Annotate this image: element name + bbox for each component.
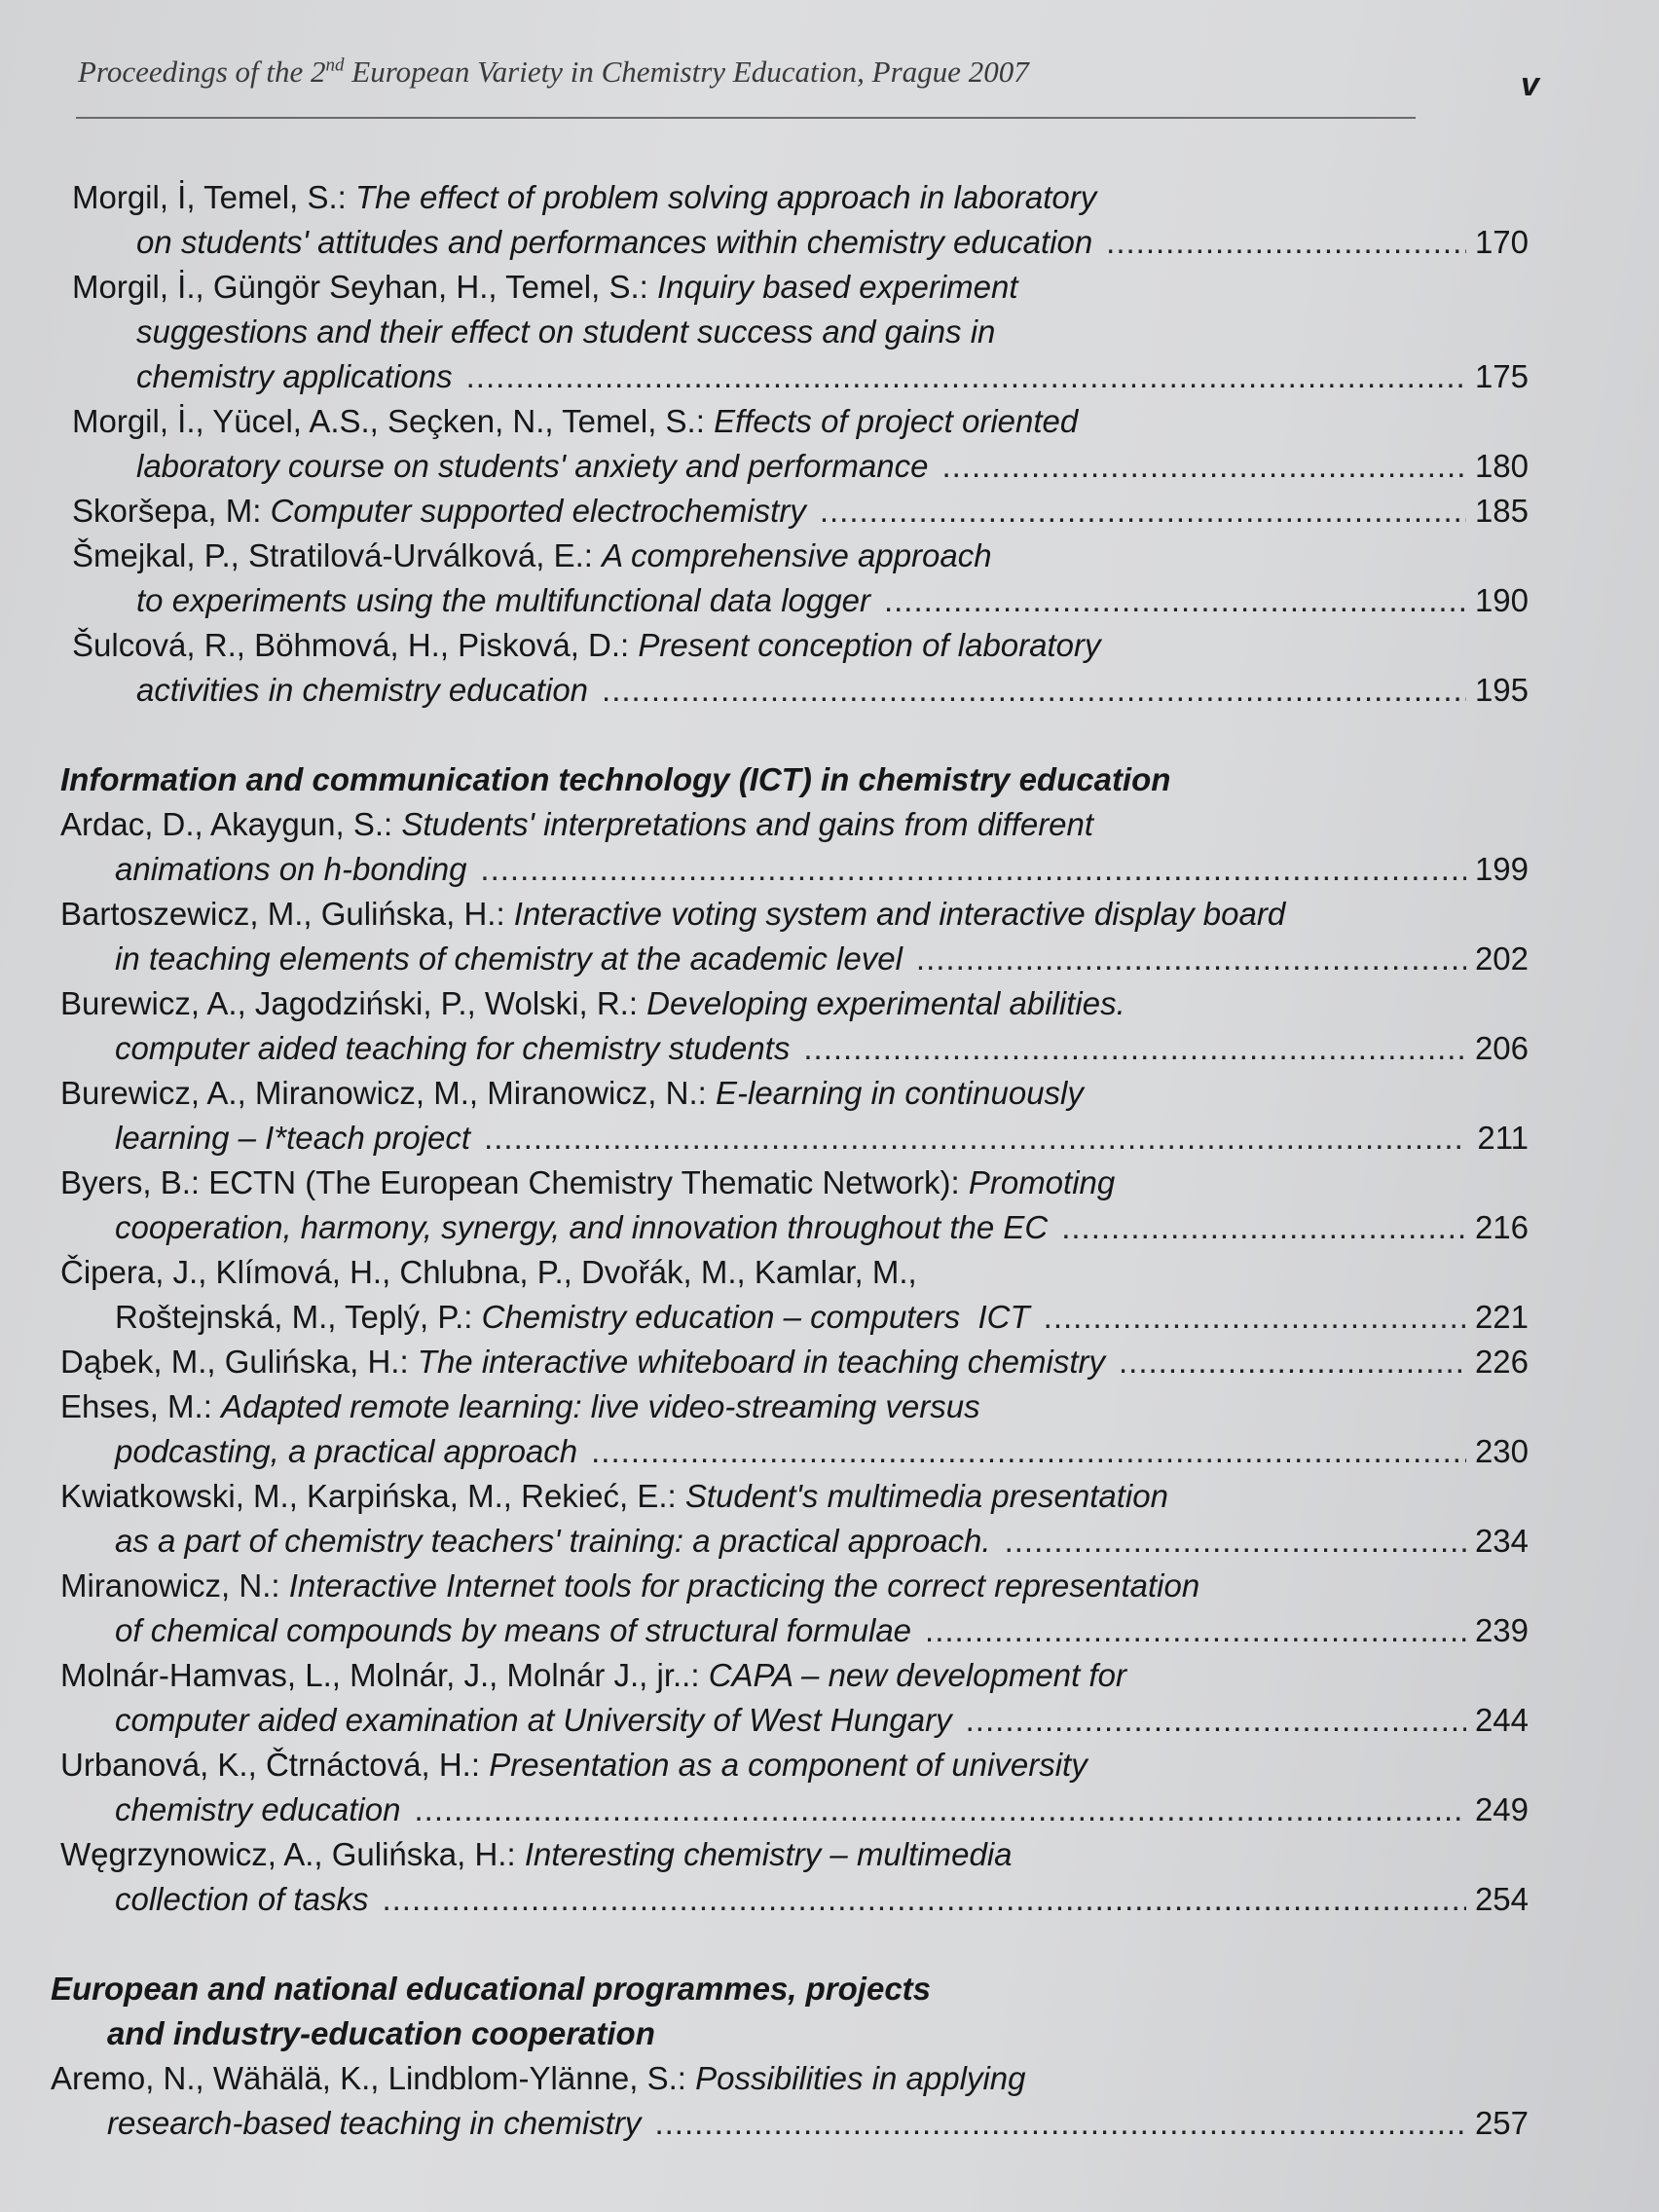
toc-entry-text: [60, 802, 1093, 847]
dot-leader: [1119, 1340, 1466, 1384]
toc-entry-title: A comprehensive approach: [602, 537, 992, 573]
toc-entry-title: laboratory course on students' anxiety and performance: [136, 448, 929, 484]
toc-entry-text: [136, 444, 928, 489]
toc-entry-line: [0, 2101, 1659, 2146]
toc-entry: [0, 1250, 1659, 1340]
toc-page-number: 249: [1474, 1791, 1529, 1827]
toc-entry-text: [107, 2101, 641, 2146]
toc-entry: [0, 265, 1659, 399]
running-header: [78, 55, 1417, 90]
toc-entry-line: [0, 1161, 1659, 1205]
dot-leader: [414, 1788, 1466, 1832]
header-title-prefix: Proceedings of the 2: [78, 55, 326, 89]
toc-entry-authors: Čipera, J., Klímová, H., Chlubna, P., Dvořák, M., Kamlar, M.,: [60, 1254, 917, 1290]
toc-entry: [0, 1340, 1659, 1384]
toc-entry-authors: Aremo, N., Wähälä, K., Lindblom-Ylänne, S.:: [51, 2060, 696, 2096]
toc-entry: [0, 1564, 1659, 1653]
toc-entry-line: [0, 1071, 1659, 1116]
toc-entry-title: as a part of chemistry teachers' training: a practical approach.: [115, 1523, 991, 1559]
toc-entry-title: Computer supported electrochemistry: [270, 493, 806, 529]
toc-entry-text: [60, 1250, 917, 1295]
dot-leader: [480, 847, 1466, 892]
toc-entry-title: of chemical compounds by means of structural formulae: [115, 1612, 912, 1648]
toc-entry-authors: Kwiatkowski, M., Karpińska, M., Rekieć, E.:: [60, 1478, 685, 1514]
toc-entry-line: [0, 623, 1659, 668]
dot-leader: [916, 937, 1466, 981]
toc-entry-title: Chemistry education – computers ICT: [481, 1299, 1030, 1335]
toc-entry-text: [115, 1116, 470, 1161]
toc-entry-line: [0, 1116, 1659, 1161]
dot-leader: [591, 1429, 1466, 1474]
toc-entry-text: [60, 1564, 1199, 1608]
toc-entry-line: [0, 1608, 1659, 1653]
toc-entry-text: [115, 1205, 1048, 1250]
table-of-contents: [0, 175, 1659, 2146]
toc-entry-authors: Šmejkal, P., Stratilová-Urválková, E.:: [72, 537, 603, 573]
toc-entry-title: collection of tasks: [115, 1881, 369, 1917]
toc-entry-line: [0, 444, 1659, 489]
toc-entry-text: [136, 668, 588, 713]
toc-entry-text: [115, 1608, 911, 1653]
toc-entry-text: [115, 1519, 991, 1564]
toc-page-number: 239: [1474, 1612, 1529, 1648]
toc-page-number: 195: [1474, 672, 1529, 708]
toc-entry: [0, 1474, 1659, 1564]
toc-entry-title: Interesting chemistry – multimedia: [524, 1836, 1013, 1872]
toc-entry-line: [0, 1832, 1659, 1877]
toc-entry-authors: Byers, B.: ECTN (The European Chemistry Thematic Network):: [60, 1164, 969, 1200]
dot-leader: [884, 578, 1466, 623]
toc-page-number: 226: [1474, 1344, 1529, 1380]
toc-entry-line: [0, 1295, 1659, 1340]
toc-entry: [0, 2056, 1659, 2146]
toc-entry-text: [72, 489, 806, 534]
toc-entry-line: [0, 354, 1659, 399]
toc-entry-line: [0, 981, 1659, 1026]
toc-entry-title: The interactive whiteboard in teaching chemistry: [417, 1344, 1105, 1380]
toc-entry: [0, 1384, 1659, 1474]
toc-entry: [0, 489, 1659, 534]
dot-leader: [941, 444, 1466, 489]
dot-leader: [820, 489, 1466, 534]
toc-entry-line: [0, 892, 1659, 937]
toc-entry-text: [115, 1429, 577, 1474]
toc-entry-line: [0, 1026, 1659, 1071]
toc-entry-line: [0, 1564, 1659, 1608]
toc-entry-text: [115, 1295, 1030, 1340]
dot-leader: [1005, 1519, 1466, 1564]
toc-entry-line: [0, 578, 1659, 623]
section-heading: European and national educational programmes, projects: [51, 1971, 932, 2007]
toc-entry-line: [0, 1384, 1659, 1429]
page-number: v: [1521, 66, 1539, 103]
toc-entry: [0, 1071, 1659, 1161]
toc-entry-text: [115, 1877, 368, 1922]
toc-entry-line: [0, 399, 1659, 444]
toc-entry-line: [0, 534, 1659, 578]
header-rule: [76, 117, 1416, 119]
toc-entry-title: in teaching elements of chemistry at the academic level: [115, 940, 903, 977]
toc-entry-authors: Bartoszewicz, M., Gulińska, H.:: [60, 896, 514, 932]
toc-entry-text: [51, 2056, 1026, 2101]
header-title-suffix: European Variety in Chemistry Education, Prague 2007: [344, 55, 1029, 89]
toc-entry-line: [0, 847, 1659, 892]
toc-entry-title: cooperation, harmony, synergy, and innovation throughout the EC: [115, 1209, 1049, 1245]
toc-entry-authors: Burewicz, A., Jagodziński, P., Wolski, R.:: [60, 985, 647, 1021]
toc-page-number: 244: [1474, 1702, 1529, 1738]
toc-entry-text: [115, 1788, 400, 1832]
dot-leader: [382, 1877, 1466, 1922]
toc-entry-authors: Ehses, M.:: [60, 1388, 222, 1424]
dot-leader: [654, 2101, 1466, 2146]
toc-page-number: 216: [1474, 1209, 1529, 1245]
toc-entry-text: [72, 534, 992, 578]
toc-page-number: 221: [1474, 1299, 1529, 1335]
toc-entry-authors: Skoršepa, M:: [72, 493, 271, 529]
toc-entry-line: [0, 1877, 1659, 1922]
toc-entry-title: Promoting: [968, 1164, 1116, 1200]
toc-entry: [0, 623, 1659, 713]
toc-entry-title: podcasting, a practical approach: [115, 1433, 578, 1469]
toc-entry-text: [72, 175, 1096, 220]
toc-page-number: 254: [1474, 1881, 1529, 1917]
header-title-superscript: nd: [325, 55, 345, 76]
toc-page-number: 170: [1474, 224, 1529, 260]
toc-entry-authors: Dąbek, M., Gulińska, H.:: [60, 1344, 418, 1380]
dot-leader: [1044, 1295, 1466, 1340]
toc-entry-authors: Miranowicz, N.:: [60, 1567, 289, 1604]
toc-entry-text: [72, 265, 1018, 310]
toc-entry-line: [0, 1519, 1659, 1564]
toc-entry-text: [60, 1653, 1126, 1698]
toc-entry-title: research-based teaching in chemistry: [107, 2105, 642, 2141]
toc-page-number: 175: [1474, 358, 1529, 394]
toc-entry-line: [0, 1474, 1659, 1519]
dot-leader: [803, 1026, 1466, 1071]
toc-entry-authors: Urbanová, K., Čtrnáctová, H.:: [60, 1747, 490, 1783]
dot-leader: [1106, 220, 1466, 265]
toc-entry-line: [0, 489, 1659, 534]
toc-entry-text: [60, 981, 1125, 1026]
toc-entry-line: [0, 1653, 1659, 1698]
toc-entry-title: Interactive Internet tools for practicing the correct representation: [288, 1567, 1200, 1604]
toc-entry-line: [0, 1205, 1659, 1250]
toc-entry-title: Effects of project oriented: [714, 403, 1079, 439]
toc-page-number: 180: [1474, 448, 1529, 484]
toc-entry-authors: Roštejnská, M., Teplý, P.:: [115, 1299, 482, 1335]
toc-page-number: 257: [1474, 2105, 1529, 2141]
section-spacer: [0, 1922, 1659, 1967]
toc-page-number: 202: [1474, 940, 1529, 977]
toc-entry: [0, 175, 1659, 265]
toc-entry-text: [115, 1026, 790, 1071]
toc-entry-text: [136, 578, 870, 623]
toc-entry: [0, 981, 1659, 1071]
toc-entry-title: to experiments using the multifunctional data logger: [136, 582, 870, 618]
toc-entry-text: [60, 1161, 1115, 1205]
toc-entry-title: Present conception of laboratory: [638, 627, 1101, 663]
toc-entry-line: [0, 1250, 1659, 1295]
toc-entry: [0, 1653, 1659, 1743]
toc-entry-line: [0, 1788, 1659, 1832]
toc-entry-text: [115, 1698, 952, 1743]
toc-entry-title: suggestions and their effect on student success and gains in: [136, 313, 996, 350]
dot-leader: [1061, 1205, 1466, 1250]
toc-section: [0, 175, 1659, 713]
toc-entry-authors: Burewicz, A., Miranowicz, M., Miranowicz, N.:: [60, 1075, 716, 1111]
dot-leader: [966, 1698, 1466, 1743]
toc-entry-line: [0, 175, 1659, 220]
section-heading: and industry-education cooperation: [107, 2015, 655, 2051]
toc-entry-line: [0, 1340, 1659, 1384]
toc-entry-title: E-learning in continuously: [715, 1075, 1084, 1111]
toc-entry-line: [0, 1429, 1659, 1474]
toc-entry-title: learning – I*teach project: [115, 1120, 471, 1156]
toc-page-number: 185: [1474, 493, 1529, 529]
dot-leader: [466, 354, 1466, 399]
toc-entry-text: [136, 310, 995, 354]
toc-entry: [0, 1161, 1659, 1250]
toc-entry-title: chemistry education: [115, 1791, 401, 1827]
toc-entry-line: [0, 802, 1659, 847]
toc-entry-authors: Morgil, İ., Yücel, A.S., Seçken, N., Temel, S.:: [72, 403, 715, 439]
toc-entry-title: computer aided teaching for chemistry students: [115, 1030, 791, 1066]
toc-entry: [0, 399, 1659, 489]
toc-entry-title: animations on h-bonding: [115, 851, 467, 887]
toc-entry-title: Possibilities in applying: [695, 2060, 1026, 2096]
toc-entry-title: Student's multimedia presentation: [684, 1478, 1168, 1514]
toc-entry-text: [60, 1474, 1168, 1519]
toc-section: [0, 713, 1659, 1922]
toc-entry-text: [60, 892, 1285, 937]
toc-entry-title: on students' attitudes and performances within chemistry education: [136, 224, 1093, 260]
toc-entry-text: [115, 847, 466, 892]
dot-leader: [602, 668, 1466, 713]
toc-entry: [0, 1832, 1659, 1922]
toc-page-number: 211: [1477, 1120, 1529, 1156]
toc-entry-line: [0, 265, 1659, 310]
toc-entry-title: The effect of problem solving approach in laboratory: [354, 179, 1097, 215]
toc-entry-line: [0, 2056, 1659, 2101]
toc-entry-title: chemistry applications: [136, 358, 453, 394]
toc-entry-line: [0, 668, 1659, 713]
section-heading: Information and communication technology (ICT) in chemistry education: [60, 761, 1171, 797]
toc-entry-line: [0, 1743, 1659, 1788]
toc-entry-title: Students' interpretations and gains from different: [401, 806, 1094, 842]
toc-entry-title: Adapted remote learning: live video-streaming versus: [221, 1388, 980, 1424]
toc-entry-text: [72, 623, 1101, 668]
toc-entry: [0, 802, 1659, 892]
toc-entry-authors: Molnár-Hamvas, L., Molnár, J., Molnár J., jr..:: [60, 1657, 709, 1693]
toc-entry-text: [115, 937, 903, 981]
toc-entry-text: [60, 1743, 1088, 1788]
toc-entry: [0, 892, 1659, 981]
toc-entry: [0, 534, 1659, 623]
toc-page-number: 234: [1474, 1523, 1529, 1559]
toc-entry: [0, 1743, 1659, 1832]
toc-entry-authors: Węgrzynowicz, A., Gulińska, H.:: [60, 1836, 525, 1872]
toc-entry-authors: Morgil, İ, Temel, S.:: [72, 179, 355, 215]
toc-entry-title: computer aided examination at University of West Hungary: [115, 1702, 952, 1738]
toc-entry-line: [0, 1698, 1659, 1743]
toc-page-number: 206: [1474, 1030, 1529, 1066]
dot-leader: [484, 1116, 1466, 1161]
toc-entry-title: Interactive voting system and interactive display board: [513, 896, 1286, 932]
section-spacer: [0, 713, 1659, 757]
toc-entry-title: activities in chemistry education: [136, 672, 589, 708]
toc-page-number: 230: [1474, 1433, 1529, 1469]
toc-page-number: 190: [1474, 582, 1529, 618]
dot-leader: [925, 1608, 1466, 1653]
toc-entry-text: [60, 1832, 1013, 1877]
toc-entry-line: [0, 310, 1659, 354]
toc-entry-text: [72, 399, 1078, 444]
toc-entry-authors: Šulcová, R., Böhmová, H., Pisková, D.:: [72, 627, 639, 663]
toc-entry-text: [60, 1384, 980, 1429]
toc-entry-line: [0, 937, 1659, 981]
toc-entry-title: Developing experimental abilities.: [646, 985, 1125, 1021]
toc-entry-text: [136, 220, 1092, 265]
toc-entry-authors: Morgil, İ., Güngör Seyhan, H., Temel, S.:: [72, 269, 657, 305]
toc-section: [0, 1922, 1659, 2146]
toc-page-number: 199: [1474, 851, 1529, 887]
toc-entry-text: [60, 1071, 1084, 1116]
toc-entry-authors: Ardac, D., Akaygun, S.:: [60, 806, 402, 842]
toc-entry-title: Inquiry based experiment: [656, 269, 1018, 305]
toc-entry-title: Presentation as a component of university: [489, 1747, 1088, 1783]
toc-entry-text: [60, 1340, 1105, 1384]
toc-entry-line: [0, 220, 1659, 265]
toc-entry-text: [136, 354, 453, 399]
toc-entry-title: CAPA – new development for: [708, 1657, 1126, 1693]
